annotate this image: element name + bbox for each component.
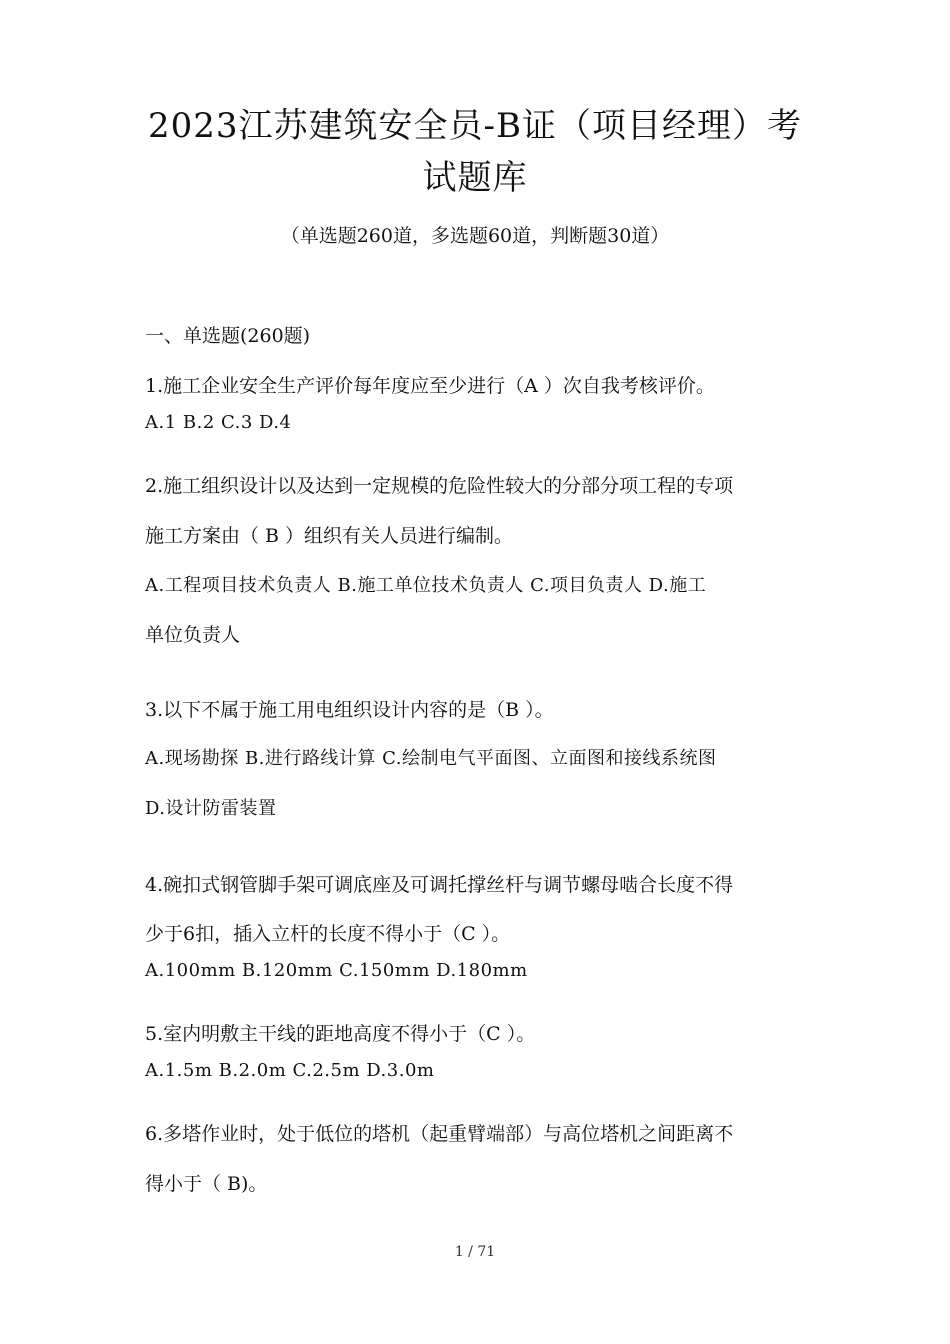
question-3-line-1: 3.以下不属于施工用电组织设计内容的是（B ）。 <box>145 699 554 721</box>
page-number: 1 / 71 <box>454 1244 496 1260</box>
question-1-options: A.1 B.2 C.3 D.4 <box>145 412 292 433</box>
document-title-line2: 试题库 <box>422 158 528 198</box>
question-6-line-1: 6.多塔作业时，处于低位的塔机（起重臂端部）与高位塔机之间距离不 <box>145 1123 734 1145</box>
question-2-options-line-1: A.工程项目技术负责人 B.施工单位技术负责人 C.项目负责人 D.施工 <box>145 575 707 596</box>
question-5-options: A.1.5m B.2.0m C.2.5m D.3.0m <box>145 1060 435 1081</box>
question-6-line-2: 得小于（ B)。 <box>145 1173 268 1195</box>
question-4-line-1: 4.碗扣式钢管脚手架可调底座及可调托撑丝杆与调节螺母啮合长度不得 <box>145 874 734 896</box>
question-1-line-1: 1.施工企业安全生产评价每年度应至少进行（A ）次自我考核评价。 <box>145 375 715 397</box>
question-4-line-2: 少于6扣，插入立杆的长度不得小于（C ）。 <box>145 923 511 945</box>
question-5-line-1: 5.室内明敷主干线的距地高度不得小于（C ）。 <box>145 1023 536 1045</box>
section-heading: 一、单选题(260题) <box>145 325 311 347</box>
question-3-options-line-1: A.现场勘探 B.进行路线计算 C.绘制电气平面图、立面图和接线系统图 <box>145 748 717 769</box>
question-2-options-line-2: 单位负责人 <box>145 624 241 646</box>
question-2-line-1: 2.施工组织设计以及达到一定规模的危险性较大的分部分项工程的专项 <box>145 475 734 497</box>
question-4-options: A.100mm B.120mm C.150mm D.180mm <box>145 960 528 981</box>
document-title-line1: 2023江苏建筑安全员-B证（项目经理）考 <box>148 106 802 146</box>
question-2-line-2: 施工方案由（ B ）组织有关人员进行编制。 <box>145 525 514 547</box>
question-3-options-line-2: D.设计防雷装置 <box>145 798 277 819</box>
document-subtitle: （单选题260道，多选题60道，判断题30道） <box>280 225 670 247</box>
